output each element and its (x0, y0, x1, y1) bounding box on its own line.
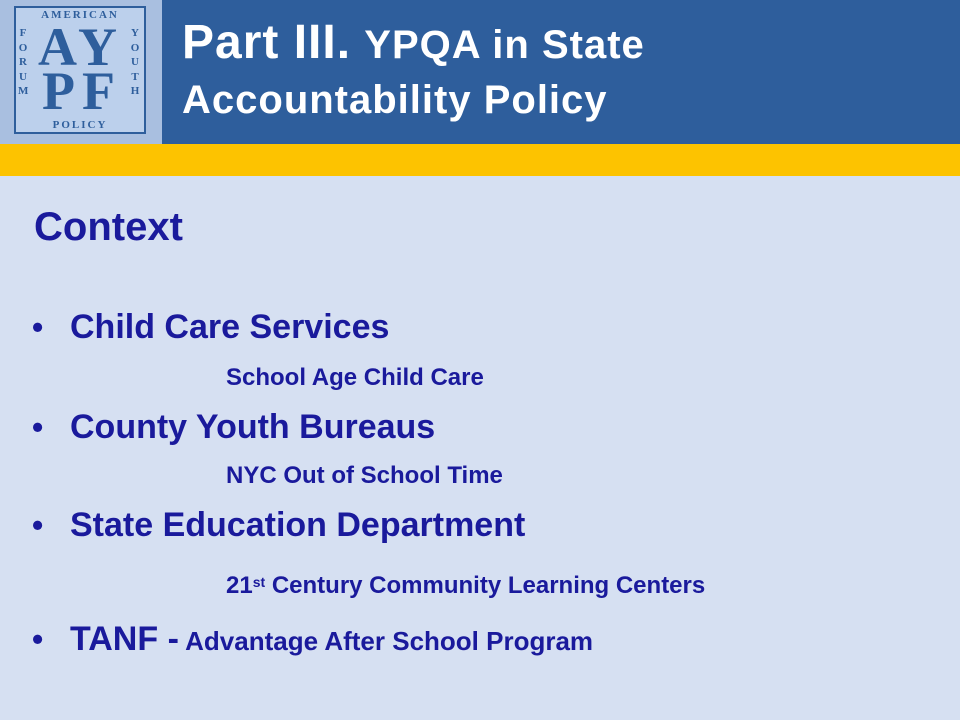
bullet-dot-icon: • (32, 507, 44, 543)
bullet-dot-icon: • (32, 621, 44, 657)
logo-right-text: Y O U T H (130, 27, 142, 97)
logo-bottom-text: POLICY (52, 119, 108, 131)
logo-top-text: AMERICAN (41, 9, 119, 21)
mono-a: A (38, 17, 77, 77)
section-heading: Context (34, 205, 183, 249)
sub-rest: Century Community Learning Centers (265, 572, 706, 599)
bullet-item (32, 408, 435, 447)
mono-f: F (82, 61, 115, 121)
bullet-item (32, 308, 389, 347)
sub-superscript: st (252, 574, 266, 590)
mono-p: P (42, 61, 75, 121)
bullet-item (32, 506, 525, 545)
bullet-dot-icon: • (32, 309, 44, 345)
logo-left-text: F O R U M (18, 27, 31, 97)
bullet-sub: NYC Out of School Time (226, 462, 503, 489)
slide-title (182, 16, 645, 127)
title-line2: Accountability Policy (182, 78, 608, 122)
sub-number: 21 (226, 572, 253, 599)
bullet-dot-icon: • (32, 409, 44, 445)
bullet-main: County Youth Bureaus (70, 408, 436, 446)
aypf-logo (0, 0, 162, 144)
logo-monogram (32, 17, 128, 121)
logo-frame (14, 6, 146, 134)
bullet-sub: School Age Child Care (226, 364, 484, 391)
title-ypqa: YPQA in State (364, 23, 645, 67)
bullet-main: State Education Department (70, 506, 526, 544)
bullet-sub (226, 572, 705, 600)
title-part: Part III. (182, 16, 352, 69)
gold-divider (0, 144, 960, 176)
bullet-main: TANF - (70, 620, 179, 658)
mono-y: Y (78, 17, 117, 77)
bullet-main: Child Care Services (70, 308, 390, 346)
bullet-inline: Advantage After School Program (178, 626, 594, 656)
bullet-item (32, 620, 593, 659)
title-bar (0, 0, 960, 144)
